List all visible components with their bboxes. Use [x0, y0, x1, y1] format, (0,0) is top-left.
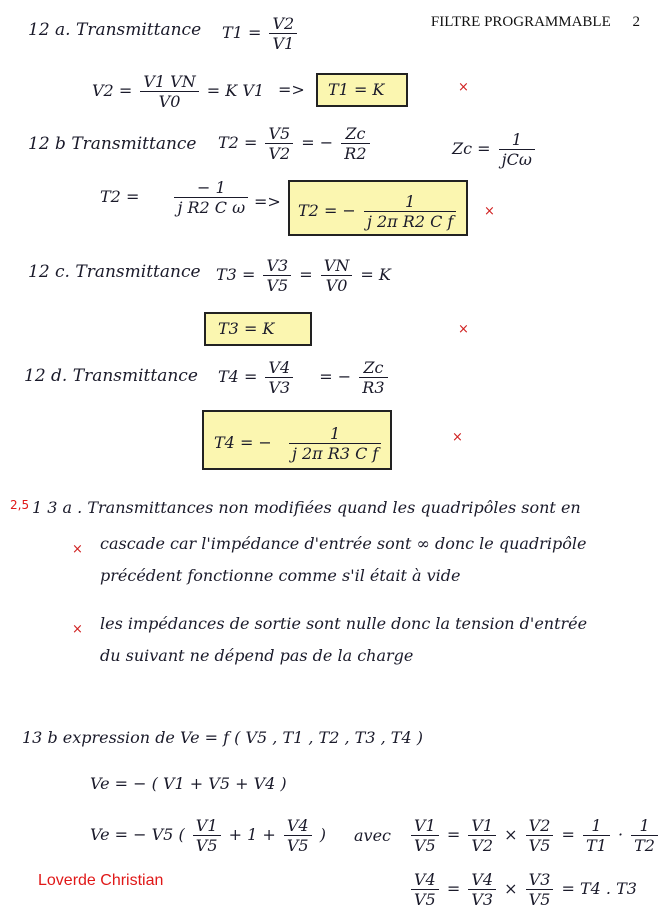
q12a-v2: V2 = $\frac{V1 VN}{V0}$ = K V1 — [92, 72, 265, 112]
q13b-label: 13 b expression de Ve = f ( V5 , T1 , T2 , T3 , T4 ) — [22, 728, 423, 747]
q12d-t4: T4 = $\frac{V4}{V3}$ = − $\frac{Zc}{R3}$ — [218, 358, 391, 397]
page-header — [427, 14, 640, 31]
mark-q13a-1: × — [72, 542, 83, 557]
q12b-zc-definition: Zc = $\frac{1}{\text{jCω}}$ — [452, 130, 538, 169]
page-number: 2 — [632, 14, 640, 30]
q13b-ratio-v1v5: $\frac{V1}{V5}$ = $\frac{V1}{V2}$ × $\frac{V2}{V5}$ = $\frac{1}{T1}$ · $\frac{1}{T2}$ — [408, 816, 661, 855]
q12a-arrow: => — [278, 80, 305, 99]
q12b-label: 12 b Transmittance — [28, 134, 197, 154]
q13a-label: 1 3 a . Transmittances non modifiées quand les quadripôles sont en — [32, 498, 581, 517]
q12a-label: 12 a. Transmittance — [28, 20, 202, 40]
q12b-arrow: => — [254, 192, 281, 211]
q12a-result: T1 = K — [328, 80, 385, 99]
q13b-ve-sum: Ve = − ( V1 + V5 + V4 ) — [90, 774, 287, 793]
q12b-t2: T2 = $\frac{V5}{V2}$ = − $\frac{Zc}{R2}$ — [218, 124, 373, 163]
q12a-t1: T1 = $\frac{V2}{V1}$ — [222, 14, 300, 53]
author-name: Loverde Christian — [38, 872, 164, 889]
mark-q12b: × — [484, 204, 495, 219]
score-annotation: 2,5 — [10, 498, 30, 512]
q13b-avec: avec — [354, 826, 392, 845]
q12a-result-box — [316, 73, 408, 107]
q12d-label: 12 d. Transmittance — [24, 366, 198, 386]
mark-q12a: × — [458, 80, 469, 95]
q12d-result: T4 = − $\frac{1}{\text{j 2π R3 C f}}$ — [214, 424, 384, 463]
q12d-result-box — [202, 410, 392, 470]
mark-q12d: × — [452, 430, 463, 445]
q12c-t3: T3 = $\frac{V3}{V5}$ = $\frac{VN}{V0}$ = K — [216, 256, 391, 296]
q13a-line4: les impédances de sortie sont nulle donc la tension d'entrée — [100, 614, 588, 633]
q12b-t2-expr: T2 = $\frac{- 1}{\text{j R2 C ω}}$ — [100, 178, 251, 217]
q13a-line2: cascade car l'impédance d'entrée sont ∞ donc le quadripôle — [100, 534, 587, 553]
mark-q13a-2: × — [72, 622, 83, 637]
q12c-result: T3 = K — [218, 319, 275, 338]
q12b-result: T2 = − $\frac{1}{\text{j 2π R2 C f}}$ — [298, 192, 459, 231]
q13b-ratio-v4v5: $\frac{V4}{V5}$ = $\frac{V4}{V3}$ × $\frac{V3}{V5}$ = T4 . T3 — [408, 870, 637, 909]
q12c-label: 12 c. Transmittance — [28, 262, 201, 282]
document-title: FILTRE PROGRAMMABLE — [430, 14, 611, 30]
mark-q12c: × — [458, 322, 469, 337]
q13a-line3: précédent fonctionne comme s'il était à vide — [100, 566, 461, 585]
q12b-result-box — [288, 180, 468, 236]
q13a-line5: du suivant ne dépend pas de la charge — [100, 646, 414, 665]
q13b-ve-factored: Ve = − V5 ( $\frac{V1}{V5}$ + 1 + $\frac{V4}{V5}$ ) — [90, 816, 326, 856]
q12c-result-box — [204, 312, 312, 346]
